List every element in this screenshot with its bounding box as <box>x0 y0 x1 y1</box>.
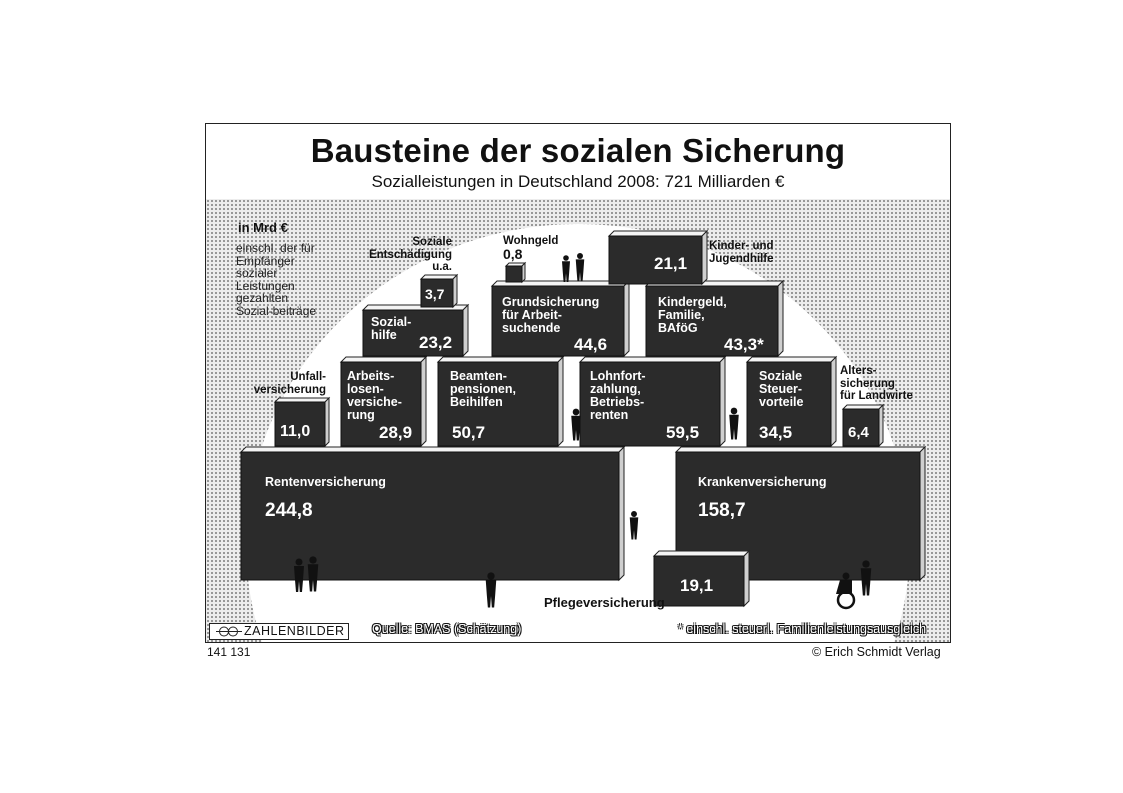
block-value: 34,5 <box>759 423 793 442</box>
footnote: * einschl. steuerl. Familienleistungsausgleich <box>678 622 927 636</box>
block-name: versiche- <box>347 395 402 409</box>
block-soziale-entschädigung-u-a <box>421 275 457 307</box>
block-lohnfortzahlung-betriebsrenten <box>580 357 725 446</box>
block-beamtenpensionen-beihilfen <box>438 357 563 446</box>
block-name: Arbeits- <box>347 369 395 383</box>
publisher: © Erich Schmidt Verlag <box>812 645 941 659</box>
chart-title: Bausteine der sozialen Sicherung <box>310 132 846 169</box>
block-arbeitslosenversicherung <box>341 357 426 446</box>
block-value: 50,7 <box>452 423 486 442</box>
zahlenbilder-logo-icon <box>216 626 242 637</box>
block-top-face <box>580 357 725 362</box>
footer-bar <box>206 621 950 642</box>
block-value: 43,3* <box>724 335 764 354</box>
block-value: 244,8 <box>265 500 313 521</box>
label-alterssicherung: Alters- sicherung für Landwirte <box>840 365 913 402</box>
label-kinder-jugendhilfe: Kinder- und Jugendhilfe <box>709 240 774 265</box>
block-side-face <box>879 405 883 446</box>
block-name: Grundsicherung <box>502 295 600 309</box>
block-side-face <box>421 357 426 446</box>
source-note: Quelle: BMAS (Schätzung) <box>372 622 522 636</box>
block-name: renten <box>590 408 629 422</box>
label-pflegeversicherung: Pflegeversicherung <box>544 595 665 610</box>
block-name: Soziale <box>759 369 803 383</box>
block-value: 19,1 <box>680 576 714 595</box>
person-icon <box>576 253 585 281</box>
person-icon <box>630 511 639 539</box>
infographic-frame <box>205 123 951 643</box>
block-value: 28,9 <box>379 423 413 442</box>
block-grundsicherung-für-arbeitsuchende <box>492 281 629 356</box>
block-side-face <box>702 231 707 284</box>
person-icon <box>571 409 581 441</box>
block-value: 11,0 <box>280 423 311 440</box>
block-value: 6,4 <box>848 424 869 441</box>
block-name: Beamten- <box>450 369 507 383</box>
block-value: 21,1 <box>654 254 688 273</box>
block-wohngeld <box>506 263 525 282</box>
block-name: BAföG <box>658 321 698 335</box>
block-top-face <box>275 398 329 402</box>
block-side-face <box>778 281 783 356</box>
block-pflegeversicherung <box>654 551 749 606</box>
block-front-face <box>506 266 522 282</box>
block-name: Betriebs- <box>590 395 645 409</box>
label-soziale-entschaedigung: Soziale Entschädigung u.a. <box>368 236 452 273</box>
block-name: Lohnfort- <box>590 369 646 383</box>
block-name: suchende <box>502 321 561 335</box>
block-name: Beihilfen <box>450 395 503 409</box>
block-side-face <box>624 281 629 356</box>
block-value: 158,7 <box>698 500 746 521</box>
block-name: vorteile <box>759 395 804 409</box>
label-wohngeld: Wohngeld 0,8 <box>503 235 559 262</box>
block-top-face <box>438 357 563 362</box>
person-icon <box>729 408 739 440</box>
block-name: Steuer- <box>759 382 803 396</box>
contribution-note: einschl. der für Empfänger sozialer Leistungen gezahlten Sozial-beiträge <box>236 241 317 318</box>
brand-name: ZAHLENBILDER <box>244 624 345 638</box>
block-name: Kindergeld, <box>658 295 727 309</box>
block-side-face <box>325 398 329 446</box>
block-value: 44,6 <box>574 335 608 354</box>
block-top-face <box>341 357 426 362</box>
block-unfallversicherung <box>275 398 329 446</box>
block-name: Rentenversicherung <box>265 475 386 489</box>
block-value: 59,5 <box>666 423 700 442</box>
block-name: Krankenversicherung <box>698 475 827 489</box>
block-side-face <box>558 357 563 446</box>
unit-label: in Mrd € <box>238 220 288 235</box>
chart-code: 141 131 <box>207 645 251 659</box>
block-soziale-steuervorteile <box>747 357 836 446</box>
block-side-face <box>920 447 925 580</box>
block-kindergeld-familie-bafög <box>646 281 783 356</box>
block-top-face <box>843 405 883 409</box>
block-sozialhilfe <box>363 305 468 356</box>
block-name: pensionen, <box>450 382 516 396</box>
block-name: hilfe <box>371 328 397 342</box>
block-side-face <box>831 357 836 446</box>
chart-subtitle: Sozialleistungen in Deutschland 2008: 721 Milliarden € <box>371 172 785 191</box>
block-name: Sozial- <box>371 315 412 329</box>
block-name: für Arbeit- <box>502 308 562 322</box>
block-top-face <box>676 447 925 452</box>
block-name: rung <box>347 408 375 422</box>
block-kinder-und-jugendhilfe <box>609 231 707 284</box>
block-side-face <box>619 447 624 580</box>
block-side-face <box>720 357 725 446</box>
block-side-face <box>744 551 749 606</box>
block-top-face <box>609 231 707 236</box>
block-alterssicherung-für-landwirte <box>843 405 883 446</box>
block-value: 3,7 <box>425 286 445 302</box>
block-side-face <box>453 275 457 307</box>
brand-logo <box>209 623 349 640</box>
block-top-face <box>241 447 624 452</box>
block-side-face <box>463 305 468 356</box>
label-unfallversicherung: Unfall- versicherung <box>253 371 326 396</box>
block-value: 23,2 <box>419 333 453 352</box>
block-top-face <box>421 275 457 279</box>
block-name: losen- <box>347 382 384 396</box>
block-name: zahlung, <box>590 382 641 396</box>
block-top-face <box>747 357 836 362</box>
block-name: Familie, <box>658 308 705 322</box>
block-top-face <box>654 551 749 556</box>
